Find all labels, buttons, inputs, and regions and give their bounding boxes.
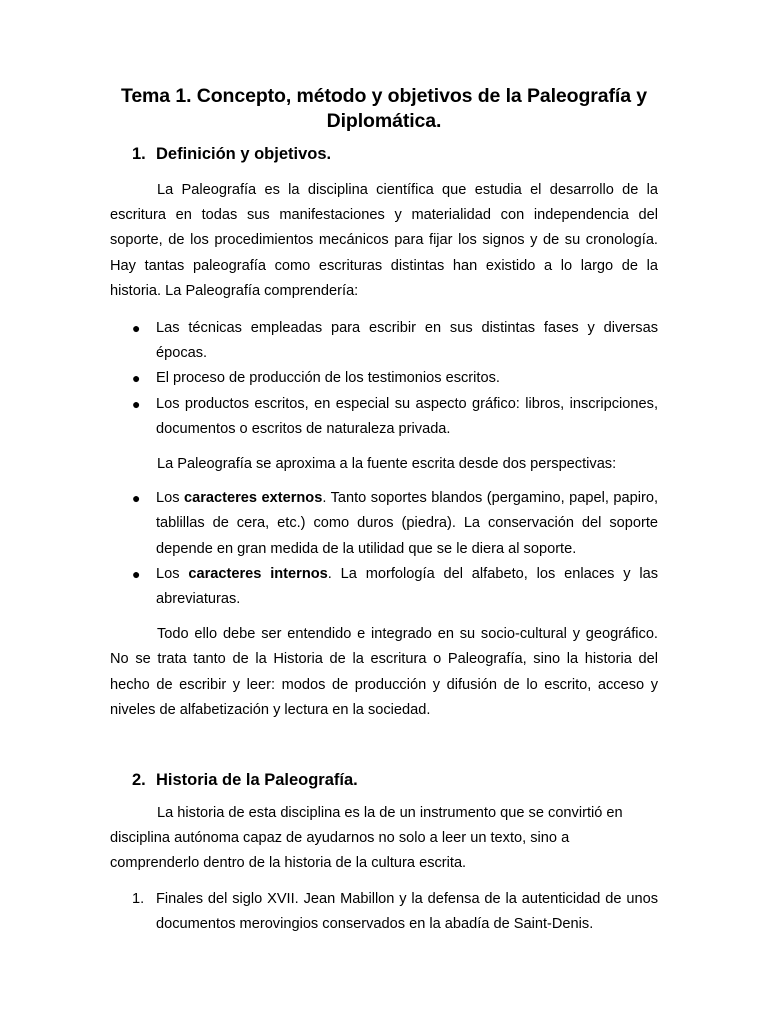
bullet-icon: ● — [132, 320, 141, 337]
section-1-paragraph-3: Todo ello debe ser entendido e integrado en su socio-cultural y geográfico. No se trata tanto de la Historia de la escritura o Paleografía, sino la historia del hecho de escribir y leer: modos de producción y difusión de lo escrito, acceso y niveles de alfabetización y lectura en la sociedad. — [110, 626, 658, 718]
section-1-paragraph-1: La Paleografía es la disciplina científica que estudia el desarrollo de la escritura en todas sus manifestaciones y materialidad con independencia del soporte, de los procedimientos mecánicos para fijar los signos y de su cronología. Hay tantas paleografía como escrituras distintas han existido a lo largo de la historia. La Paleografía comprendería: — [110, 182, 658, 299]
bullet-icon: ● — [132, 370, 141, 387]
section-1-heading — [110, 143, 658, 165]
section-2-heading — [110, 769, 658, 791]
bullet-icon: ● — [132, 490, 141, 507]
section-1-bullet-list-2 — [110, 486, 658, 612]
section-2-numbered-list — [110, 887, 658, 937]
bold-term: caracteres internos — [188, 565, 328, 582]
section-2-number: 2. — [132, 771, 146, 790]
bullet-icon: ● — [132, 395, 141, 412]
section-2-paragraph-1: La historia de esta disciplina es la de un instrumento que se convirtió en disciplina autónoma capaz de ayudarnos no solo a leer un texto, sino a comprenderlo dentro de la historia de la cultura escrita. — [110, 805, 623, 872]
section-1-paragraph-2: La Paleografía se aproxima a la fuente escrita desde dos perspectivas: — [157, 456, 617, 473]
section-1-title: Definición y objetivos. — [156, 145, 332, 163]
list-item: ● El proceso de producción de los testimonios escritos. — [110, 366, 658, 391]
section-2-title: Historia de la Paleografía. — [156, 771, 358, 790]
list-number: 1. — [132, 890, 145, 907]
bold-term: caracteres externos — [184, 490, 323, 507]
bullet-icon: ● — [132, 565, 141, 582]
section-1-number: 1. — [132, 145, 146, 163]
section-1-bullet-list-1 — [110, 316, 658, 442]
list-item: ● Los caracteres internos. La morfología del alfabeto, los enlaces y las abreviaturas. — [110, 562, 658, 612]
list-item: ● Los productos escritos, en especial su aspecto gráfico: libros, inscripciones, documentos o escritos de naturaleza privada. — [110, 392, 658, 442]
document-page — [110, 84, 658, 937]
list-item: 1. Finales del siglo XVII. Jean Mabillon y la defensa de la autenticidad de unos documentos merovingios conservados en la abadía de Saint-Denis. — [110, 887, 658, 937]
list-item: ● Las técnicas empleadas para escribir en sus distintas fases y diversas épocas. — [110, 316, 658, 366]
list-item: ● Los caracteres externos. Tanto soportes blandos (pergamino, papel, papiro, tablillas de cera, etc.) como duros (piedra). La conservación del soporte depende en gran medida de la utilidad que se le diera al soporte. — [110, 486, 658, 562]
document-title: Tema 1. Concepto, método y objetivos de la Paleografía y Diplomática. — [120, 85, 648, 132]
